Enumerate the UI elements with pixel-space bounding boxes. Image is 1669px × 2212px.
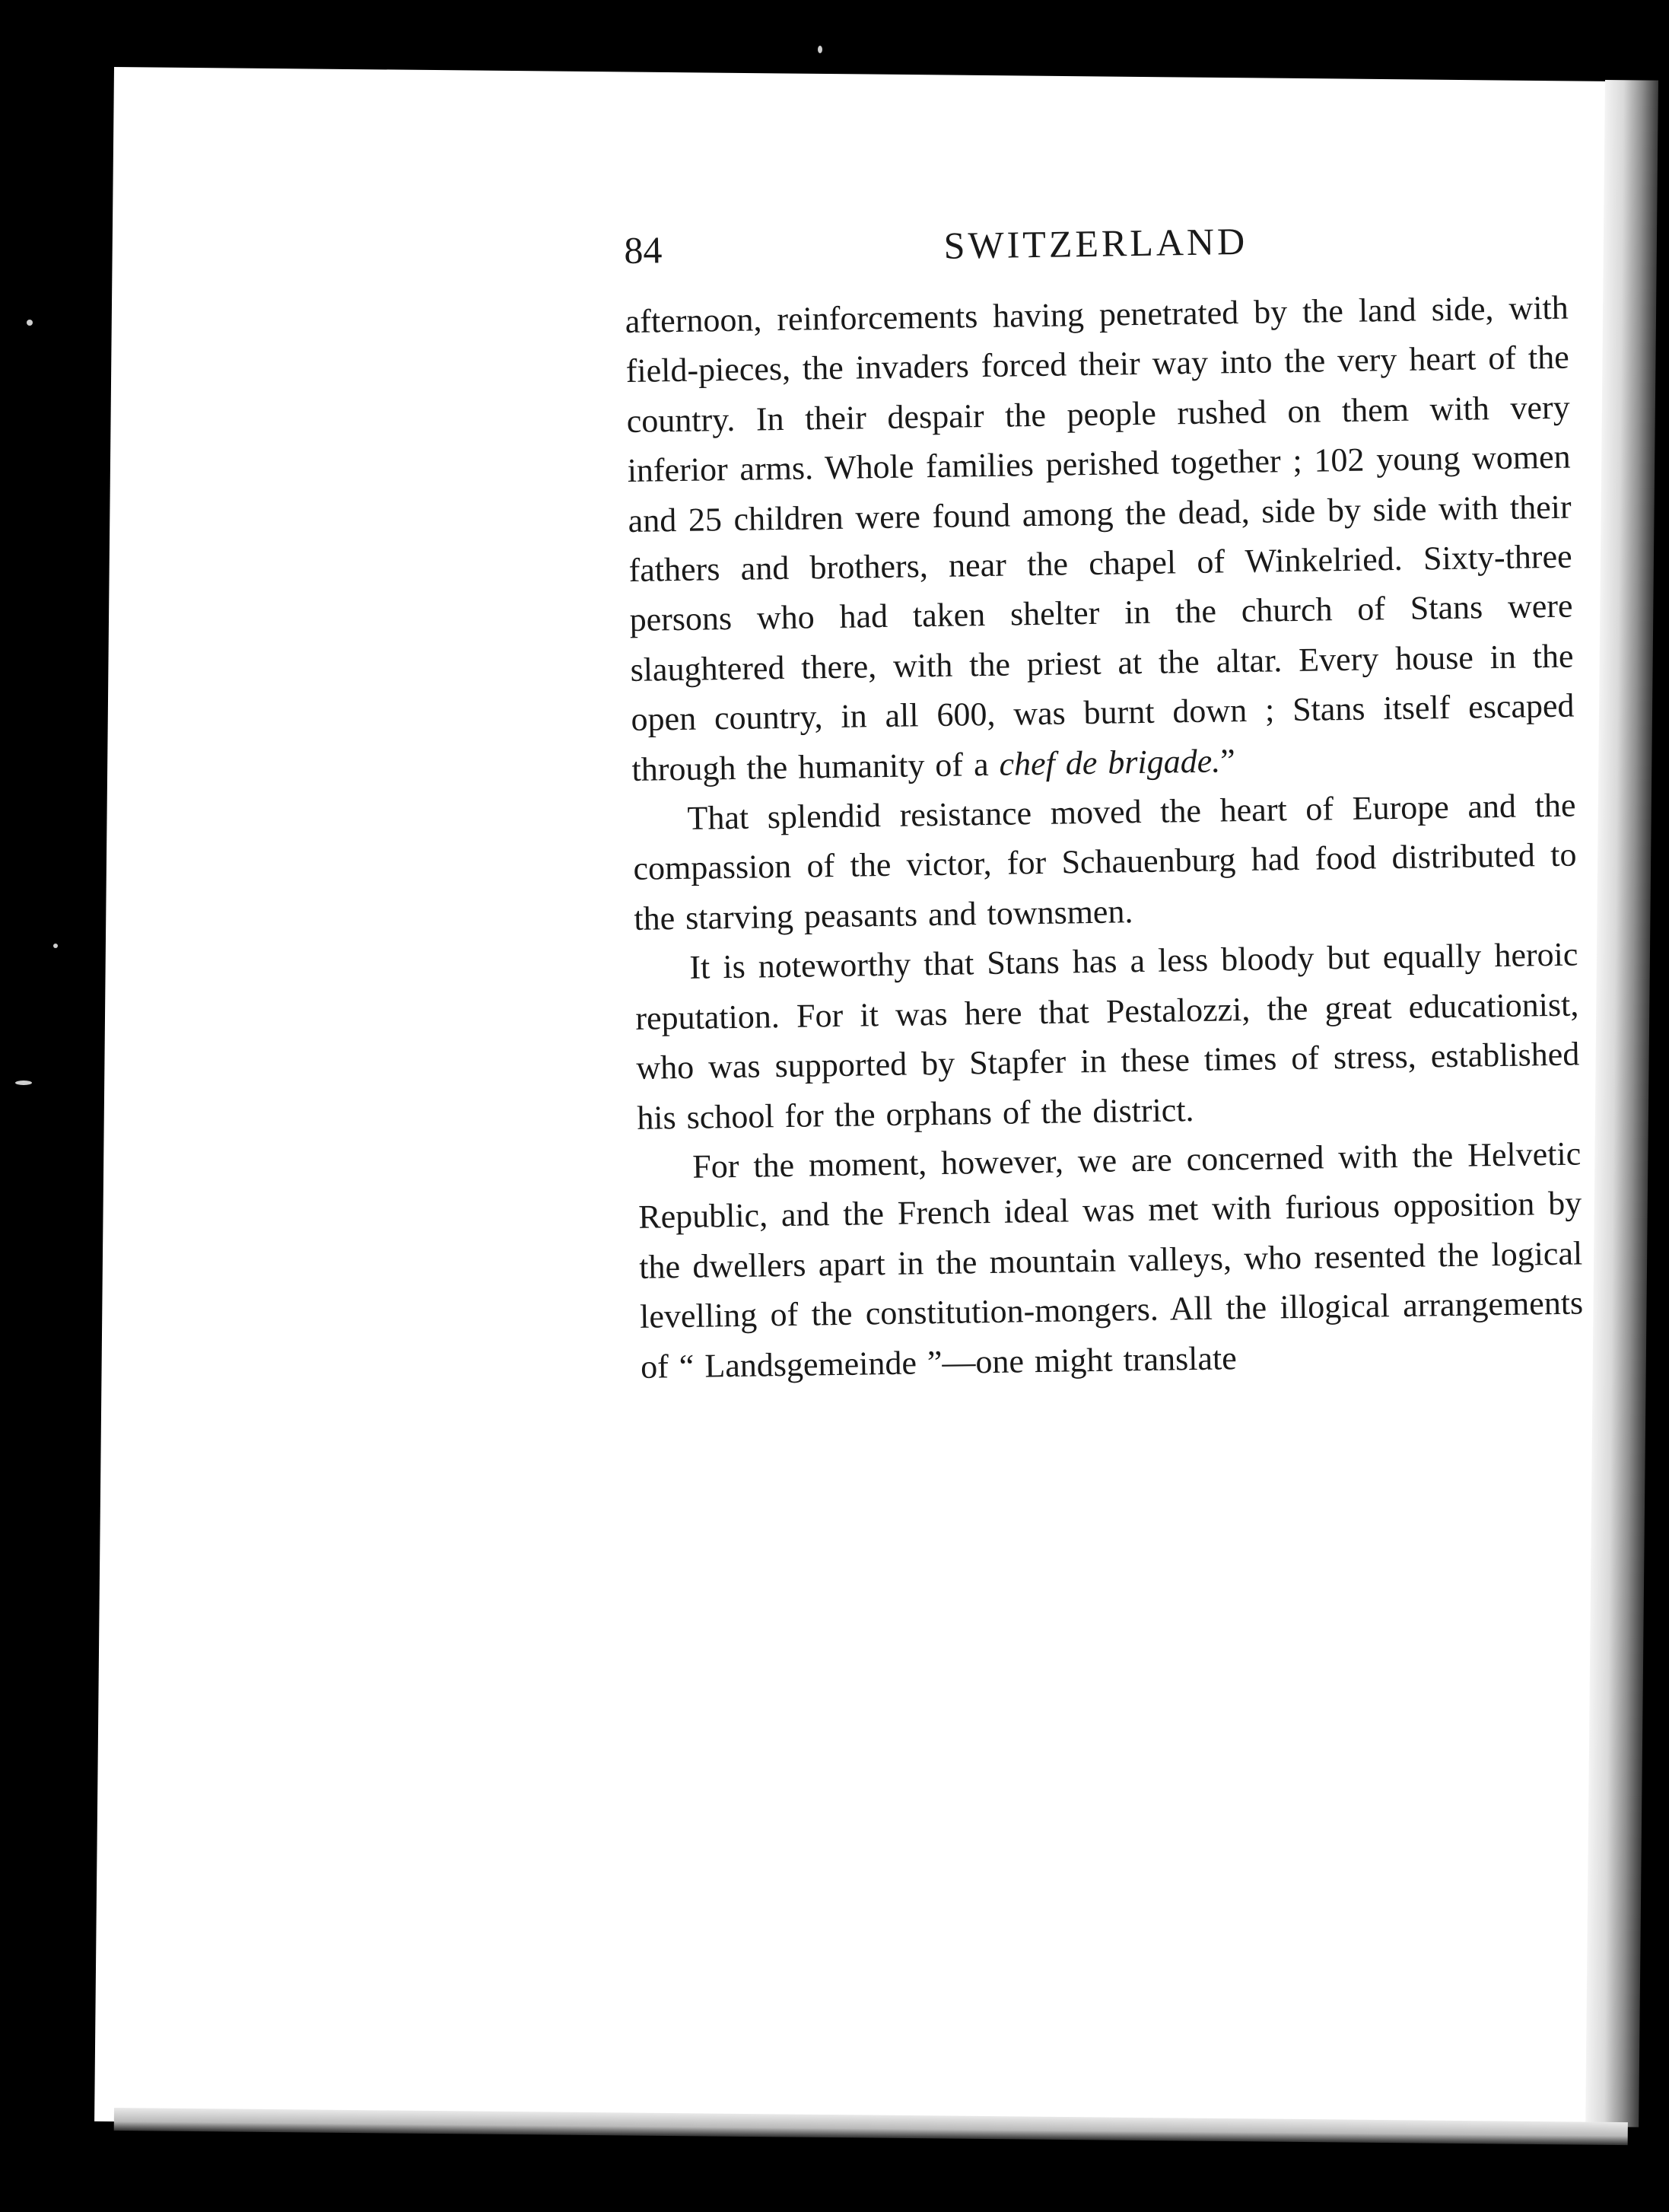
italic-phrase: chef de brigade. [999, 742, 1221, 783]
paragraph: It is noteworthy that Stans has a less bloody but equally heroic reputation. For it was here that Pestalozzi, the great educationist, who was supported by Stapfer in these times of stress, established his school for the orphans of the district. [635, 935, 1580, 1137]
closing-quote: ” [1219, 741, 1236, 780]
body-text [625, 283, 1584, 1392]
running-head [624, 215, 1568, 297]
page-number: 84 [624, 228, 663, 272]
paragraph: For the moment, however, we are concerned with the Helvetic Republic, and the French ideal was met with furious opposition by the dwellers apart in the mountain valleys, who resented the logical levelling of the constitution-mongers. All the illogical arrangements of “ Landsgemeinde ”—one might translate [637, 1135, 1584, 1386]
paragraph-continued [625, 283, 1575, 794]
scan-speck [53, 944, 58, 948]
paragraph-text: afternoon, reinforcements having penetrated by the land side, with field-pieces, the invaders forced their way into the very heart of the country. In their despair the people rushed on them with very inferior arms. Whole families perished together ; 102 young women and 25 children were found among the dead, side by side with their fathers and brothers, near the chapel of Winkelried. Sixty-three persons who had taken shelter in the church of Stans were slaughtered there, with the priest at the altar. Every house in the open country, in all 600, was burnt down ; Stans itself escaped through the humanity of a [625, 288, 1575, 788]
scan-speck [27, 320, 33, 326]
scan-speck [818, 46, 822, 53]
paragraph: That splendid resistance moved the heart of Europe and the compassion of the victor, for Schauenburg had food distributed to the starving peasants and townsmen. [633, 786, 1577, 937]
scan-speck [15, 1081, 32, 1085]
running-head-title: SWITZERLAND [943, 219, 1248, 267]
text-block [624, 215, 1585, 1392]
